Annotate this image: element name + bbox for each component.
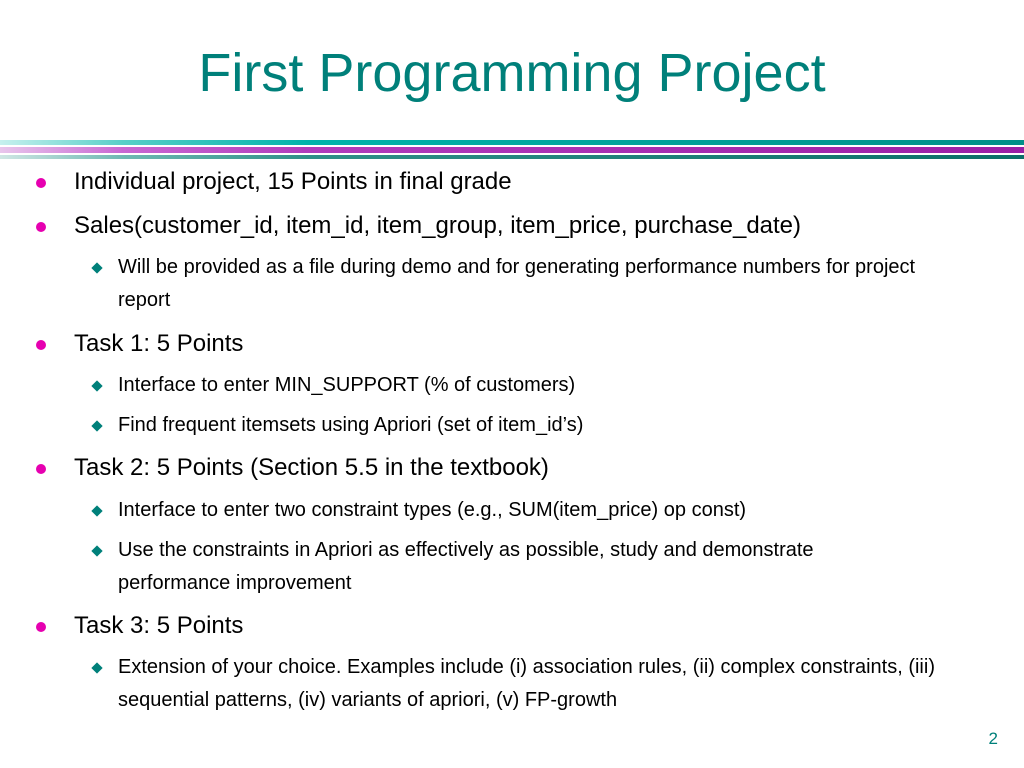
sub-bullet-item: Use the constraints in Apriori as effectively as possible, study and demonstrate performance improvement (118, 539, 814, 594)
diamond-bullet-icon (91, 545, 102, 556)
bullet-item: Task 3: 5 Points (74, 612, 244, 639)
bullet-dot-icon (36, 222, 46, 232)
bullet-dot-icon (36, 464, 46, 474)
slide-title: First Programming Project (198, 43, 826, 103)
bullet-item: Task 2: 5 Points (Section 5.5 in the textbook) (74, 454, 549, 481)
diamond-bullet-icon (91, 380, 102, 391)
sub-bullet-item: Interface to enter two constraint types (e.g., SUM(item_price) op const) (118, 499, 747, 521)
bullet-dot-icon (36, 178, 46, 188)
bullet-item: Individual project, 15 Points in final grade (74, 168, 512, 195)
diamond-bullet-icon (91, 262, 102, 273)
sub-bullet-item: Will be provided as a file during demo and for generating performance numbers for project report (118, 256, 916, 311)
sub-bullet-item: Interface to enter MIN_SUPPORT (% of customers) (118, 374, 576, 396)
bullet-item: Task 1: 5 Points (74, 330, 244, 357)
sub-bullet-item: Find frequent itemsets using Apriori (set of item_id’s) (118, 414, 584, 436)
bullet-dot-icon (36, 340, 46, 350)
diamond-bullet-icon (91, 420, 102, 431)
diamond-bullet-icon (91, 505, 102, 516)
bullet-dot-icon (36, 622, 46, 632)
diamond-bullet-icon (91, 662, 102, 673)
sub-bullet-item: Extension of your choice. Examples include (i) association rules, (ii) complex constraints, (iii) sequential patterns, (iv) variants of apriori, (v) FP-growth (118, 656, 935, 711)
page-number: 2 (988, 729, 998, 748)
bullet-item: Sales(customer_id, item_id, item_group, item_price, purchase_date) (74, 212, 802, 239)
